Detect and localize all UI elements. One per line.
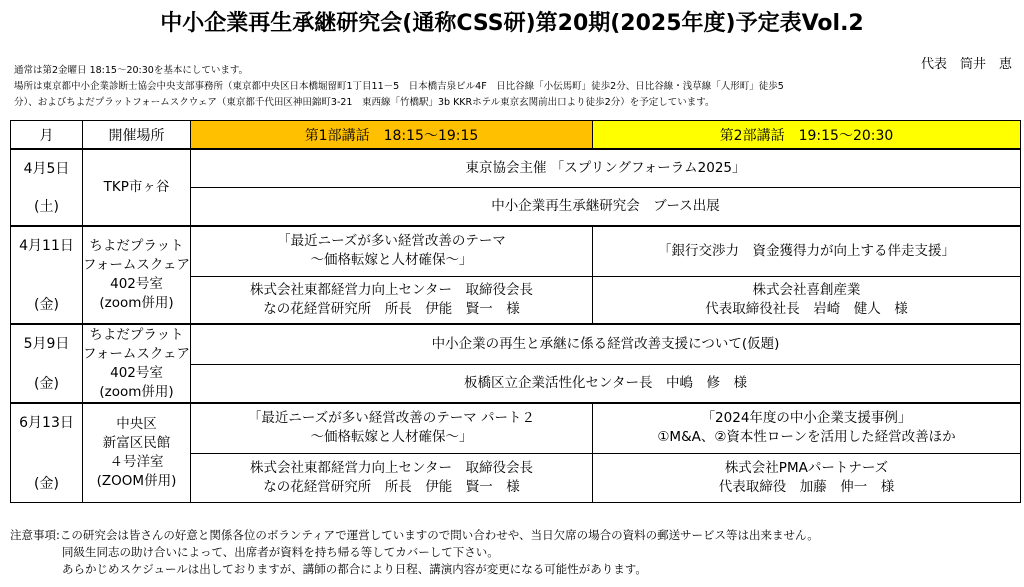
venue-line: 新富区民館 bbox=[102, 434, 171, 451]
session-2-speaker bbox=[593, 453, 1021, 502]
session-1-speaker bbox=[191, 453, 593, 502]
weekday-label: (土) bbox=[34, 199, 59, 215]
header-venue: 開催場所 bbox=[83, 121, 191, 150]
schedule-table bbox=[10, 120, 1021, 503]
venue-line: フォームスクェア bbox=[83, 345, 190, 362]
session-2-speaker bbox=[593, 276, 1021, 324]
date-cell bbox=[11, 324, 83, 403]
table-row bbox=[11, 226, 1021, 276]
speaker-line: 株式会社東都経営力向上センター 取締役会長 bbox=[250, 281, 533, 298]
speaker-line: なの花経営研究所 所長 伊能 賢一 様 bbox=[263, 300, 520, 317]
speaker-line: 代表取締役 加藤 伸一 様 bbox=[718, 478, 895, 495]
date-label: 4月5日 bbox=[23, 161, 70, 177]
venue-line: (zoom併用) bbox=[99, 295, 174, 311]
date-cell bbox=[11, 149, 83, 226]
venue-line: 中央区 bbox=[116, 415, 157, 432]
date-label: 6月13日 bbox=[19, 415, 74, 431]
weekday-label: (金) bbox=[34, 475, 59, 492]
note-line: 同級生同志の助け合いによって、出席者が資料を持ち帰る等してカバーして下さい。 bbox=[62, 545, 499, 559]
speaker-line: 代表取締役社長 岩崎 健人 様 bbox=[705, 300, 908, 317]
venue-line: ちよだプラット bbox=[89, 326, 184, 343]
venue-cell bbox=[83, 149, 191, 226]
session-1-title bbox=[191, 226, 593, 276]
representative-name: 代表 筒井 恵 bbox=[920, 57, 1012, 72]
venue-line: フォームスクェア bbox=[83, 257, 190, 273]
speaker-line: 株式会社PMAパートナーズ bbox=[724, 459, 889, 476]
merged-event-cell: 東京協会主催 「スプリングフォーラム2025」 bbox=[191, 149, 1021, 187]
session-1-title bbox=[191, 403, 593, 453]
venue-line: ４号洋室 bbox=[109, 453, 164, 470]
header-month: 月 bbox=[11, 121, 83, 150]
speaker-line: 株式会社東都経営力向上センター 取締役会長 bbox=[250, 459, 533, 476]
title-line: 「最近ニーズが多い経営改善のテーマ bbox=[277, 233, 506, 250]
title-line: 「最近ニーズが多い経営改善のテーマ パート２ bbox=[247, 410, 536, 427]
intro-line: 場所は東京都中小企業診断士協会中央支部事務所（東京都中央区日本橋堀留町1丁目11－5 日本橋吉泉ビル4F 日比谷線「小伝馬町」徒歩2分、日比谷線・浅草線「人形町」徒歩5 bbox=[14, 81, 784, 92]
title-line: 「銀行交渉力 資金獲得力が向上する伴走支援」 bbox=[658, 242, 955, 259]
date-label: 4月11日 bbox=[19, 238, 74, 254]
title-line: 「2024年度の中小企業支援事例」 bbox=[701, 410, 912, 427]
venue-cell bbox=[83, 403, 191, 502]
title-line: ～価格転嫁と人材確保～」 bbox=[310, 429, 473, 446]
merged-event-cell: 中小企業再生承継研究会 ブース出展 bbox=[191, 187, 1021, 226]
speaker-line: なの花経営研究所 所長 伊能 賢一 様 bbox=[263, 478, 520, 495]
merged-event-cell: 板橋区立企業活性化センター長 中嶋 修 様 bbox=[191, 364, 1021, 403]
table-row bbox=[11, 403, 1021, 453]
title-line: ～価格転嫁と人材確保～」 bbox=[310, 252, 473, 269]
speaker-line: 株式会社喜創産業 bbox=[752, 281, 861, 298]
table-row bbox=[11, 324, 1021, 364]
intro-line: 分）、およびちよだプラットフォームスクウェア（東京都千代田区神田錦町3-21 東西線「竹橋駅」3b KKRホテル東京玄関前出口より徒歩2分）を予定しています。 bbox=[14, 97, 715, 108]
note-line: 注意事項:この研究会は皆さんの好意と関係各位のボランティアで運営していますので問い合わせや、当日欠席の場合の資料の郵送サービス等は出来ません。 bbox=[10, 528, 819, 542]
date-label: 5月9日 bbox=[23, 336, 70, 352]
header-session-1: 第1部講話 18:15～19:15 bbox=[191, 121, 593, 150]
date-cell bbox=[11, 403, 83, 502]
note-line: あらかじめスケジュールは出しておりますが、講師の都合により日程、講演内容が変更になる可能性があります。 bbox=[62, 562, 647, 576]
venue-line: TKP市ヶ谷 bbox=[103, 179, 170, 195]
intro-text bbox=[14, 63, 784, 111]
title-line: ①M&A、②資本性ローンを活用した経営改善ほか bbox=[657, 429, 956, 446]
session-2-title bbox=[593, 226, 1021, 276]
intro-line: 通常は第2金曜日 18:15～20:30を基本にしています。 bbox=[14, 65, 249, 76]
page-title: 中小企業再生承継研究会(通称CSS研)第20期(2025年度)予定表Vol.2 bbox=[160, 11, 864, 36]
header-row bbox=[11, 121, 1021, 150]
venue-line: (zoom併用) bbox=[99, 383, 174, 400]
weekday-label: (金) bbox=[34, 297, 59, 313]
notes-section bbox=[10, 527, 819, 578]
session-2-title bbox=[593, 403, 1021, 453]
venue-line: (ZOOM併用) bbox=[96, 472, 177, 489]
venue-line: 402号室 bbox=[110, 364, 163, 381]
venue-line: ちよだプラット bbox=[89, 238, 184, 254]
table-row bbox=[11, 149, 1021, 187]
venue-cell bbox=[83, 324, 191, 403]
venue-line: 402号室 bbox=[110, 276, 163, 292]
weekday-label: (金) bbox=[34, 376, 59, 392]
date-cell bbox=[11, 226, 83, 324]
session-1-speaker bbox=[191, 276, 593, 324]
header-session-2: 第2部講話 19:15～20:30 bbox=[593, 121, 1021, 150]
venue-cell bbox=[83, 226, 191, 324]
merged-event-cell: 中小企業の再生と承継に係る経営改善支援について(仮題) bbox=[191, 324, 1021, 364]
